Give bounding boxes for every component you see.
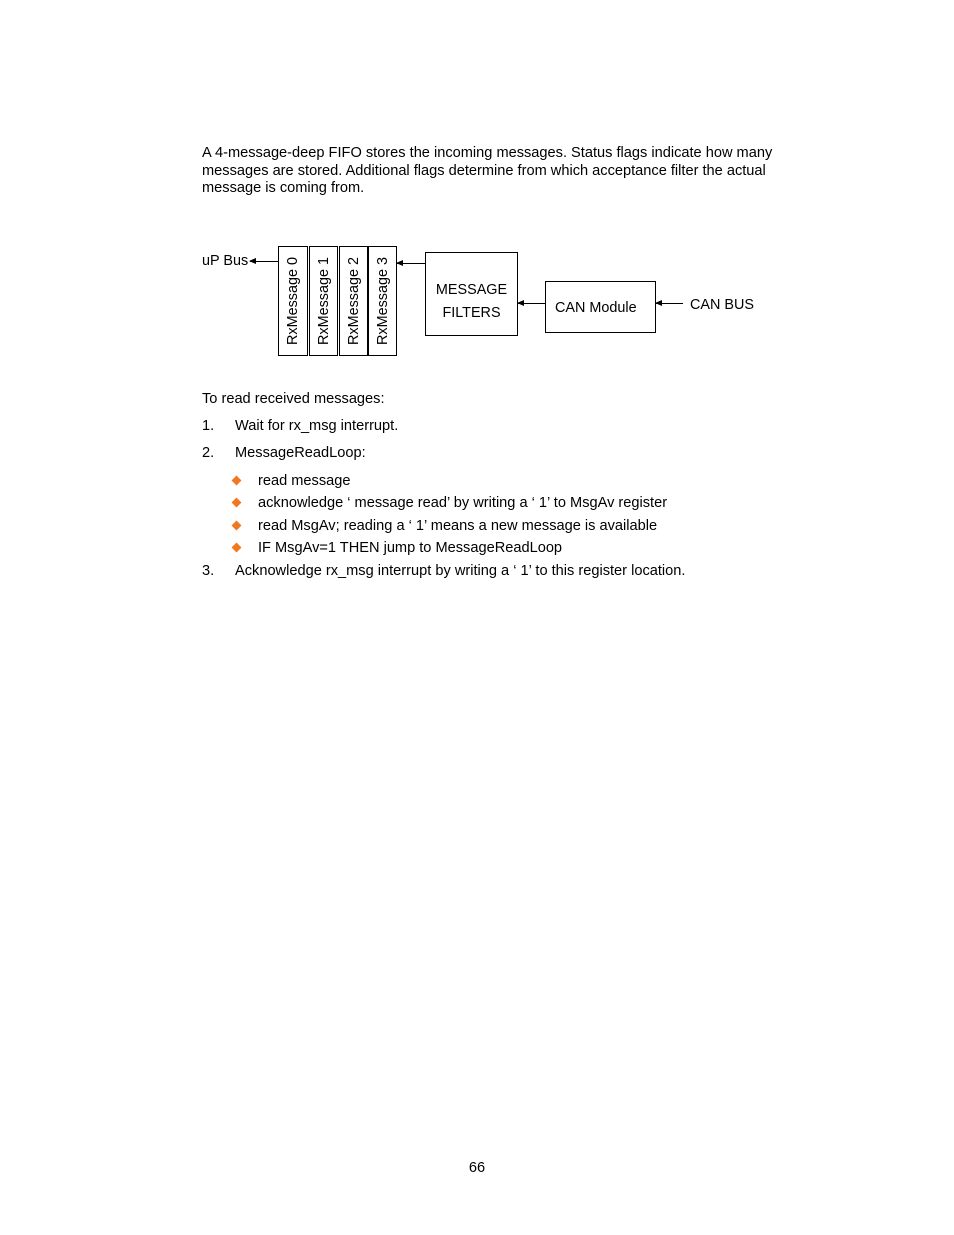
fifo-cell-3	[368, 246, 397, 356]
diamond-bullet-icon	[232, 521, 242, 531]
message-filters-box	[425, 252, 518, 336]
can-module-box	[545, 281, 656, 333]
fifo-label-2: RxMessage 2	[345, 257, 362, 345]
arrow-to-fifo	[397, 263, 425, 264]
step-1-number: 1.	[202, 418, 215, 434]
fifo-cell-2	[339, 246, 368, 356]
arrow-to-up-bus	[250, 261, 278, 262]
step-2-number: 2.	[202, 445, 215, 461]
fifo-cell-0	[278, 246, 308, 356]
diamond-bullet-icon	[232, 543, 242, 553]
filters-line-2: FILTERS	[442, 305, 501, 321]
diamond-bullet-icon	[232, 476, 242, 486]
fifo-cell-1	[309, 246, 338, 356]
step-3-number: 3.	[202, 563, 215, 579]
can-bus-label: CAN BUS	[690, 297, 754, 313]
arrow-to-can-module	[656, 303, 683, 304]
step-3-text: Acknowledge rx_msg interrupt by writing a ‘ 1’ to this register location.	[235, 563, 686, 579]
diamond-bullet-icon	[232, 498, 242, 508]
steps-intro: To read received messages:	[202, 391, 385, 407]
fifo-label-0: RxMessage 0	[285, 257, 301, 345]
fifo-label-3: RxMessage 3	[374, 257, 391, 345]
can-module-label: CAN Module	[555, 300, 637, 316]
step-2-text: MessageReadLoop:	[235, 445, 366, 461]
fifo-label-1: RxMessage 1	[315, 257, 332, 345]
page-number: 66	[468, 1160, 486, 1176]
up-bus-label: uP Bus	[202, 253, 249, 269]
arrow-to-filters	[518, 303, 545, 304]
step-1-text: Wait for rx_msg interrupt.	[235, 418, 399, 434]
filters-line-1: MESSAGE	[435, 282, 508, 298]
intro-paragraph: A 4-message-deep FIFO stores the incoming messages. Status flags indicate how many messages are stored. Additional flags determine from which acceptance filter the actual message is coming from.	[202, 145, 773, 196]
